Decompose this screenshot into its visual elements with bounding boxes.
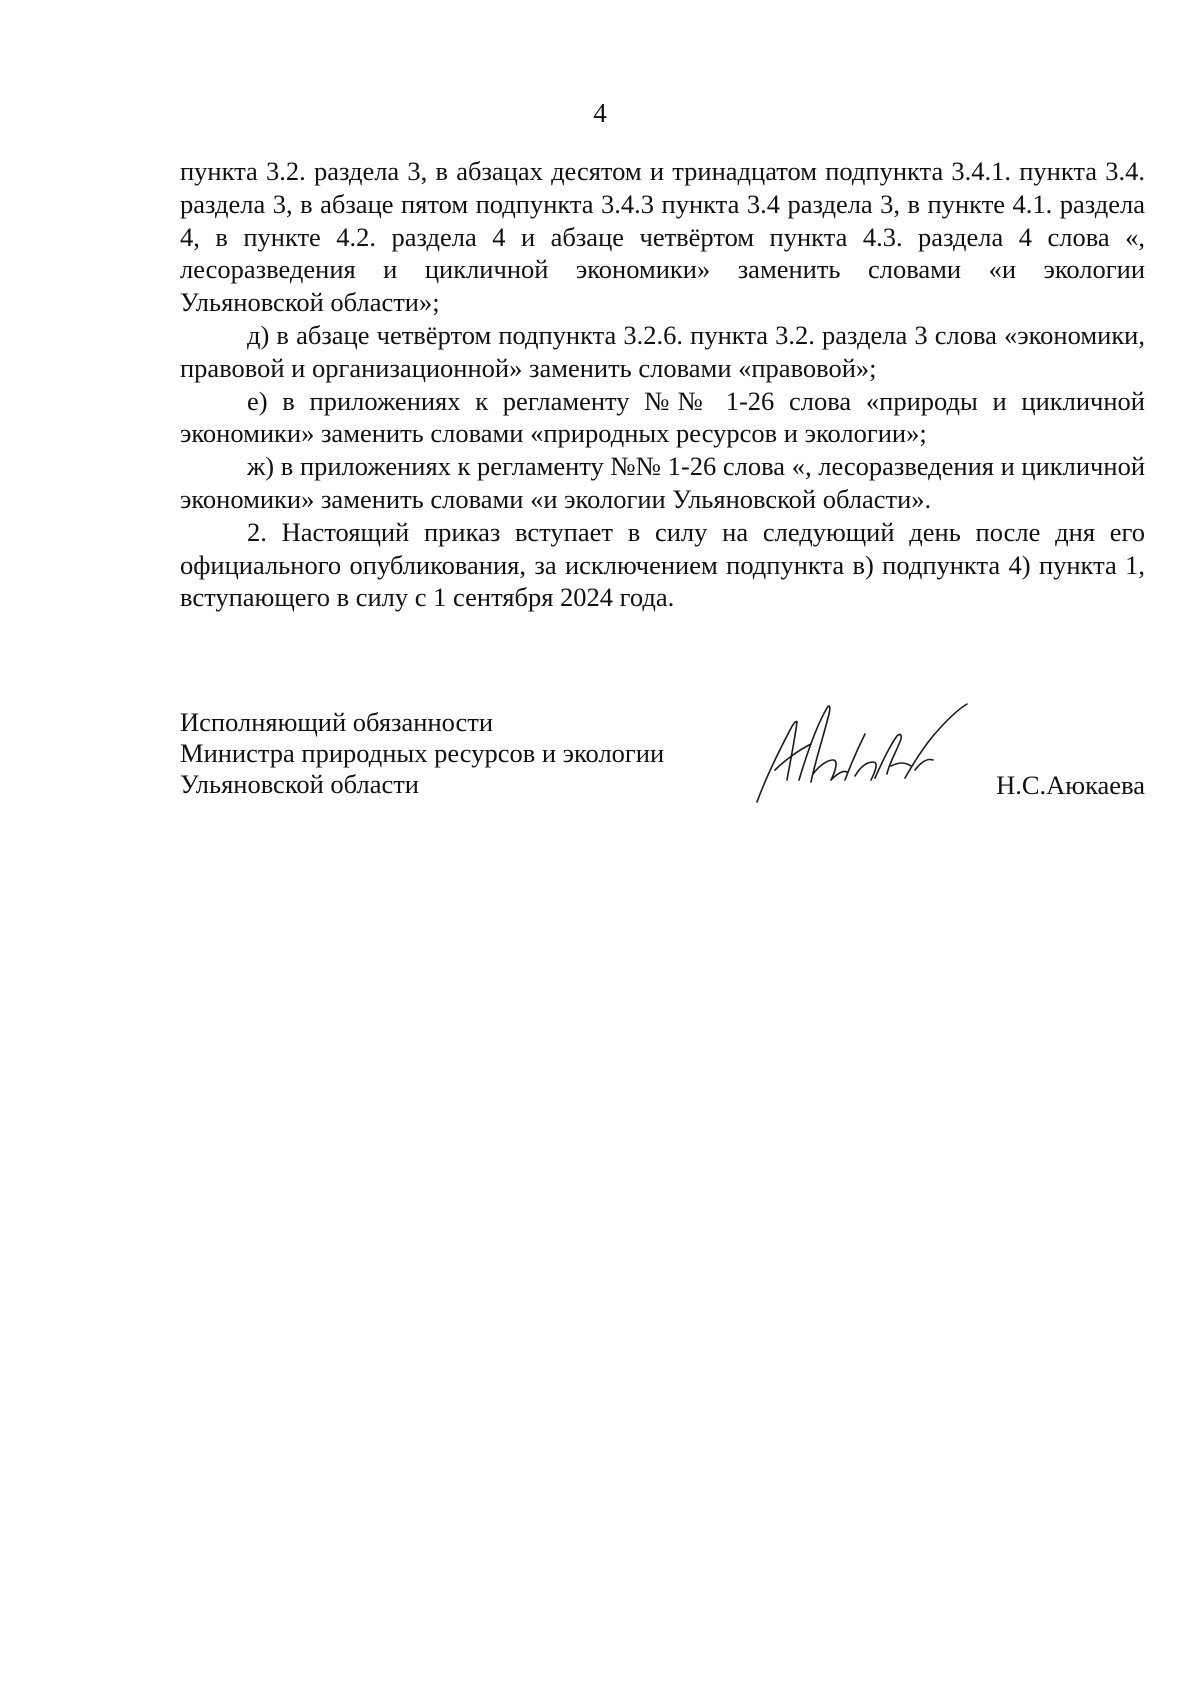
- paragraph-item-d: д) в абзаце четвёртом подпункта 3.2.6. пункта 3.2. раздела 3 слова «экономики, правовой и организационной» заменить словами «правовой»;: [180, 319, 1145, 383]
- paragraph-effective-date: 2. Настоящий приказ вступает в силу на следующий день после дня его официального опубликования, за исключением подпункта в) подпункта 4) пункта 1, вступающего в силу с 1 сентября 2024 года.: [180, 516, 1145, 613]
- paragraph-continuation: пункта 3.2. раздела 3, в абзацах десятом и тринадцатом подпункта 3.4.1. пункта 3.4. раздела 3, в абзаце пятом подпункта 3.4.3 пункта 3.4 раздела 3, в пункте 4.1. раздела 4, в пункте 4.2. раздела 4 и абзаце четвёртом пункта 4.3. раздела 4 слова «, лесоразведения и цикличной экономики» заменить словами «и экологии Ульяновской области»;: [180, 156, 1145, 318]
- signatory-position: [180, 707, 664, 800]
- position-line: Исполняющий обязанности: [180, 707, 494, 737]
- position-line: Министра природных ресурсов и экологии: [180, 738, 665, 768]
- position-line: Ульяновской области: [180, 769, 419, 799]
- document-body: [180, 155, 1145, 614]
- paragraph-item-zh: ж) в приложениях к регламенту №№ 1-26 слова «, лесоразведения и цикличной экономики» заменить словами «и экологии Ульяновской области».: [180, 451, 1145, 514]
- signer-name: Н.С.Аюкаева: [996, 770, 1145, 800]
- page-number: 4: [593, 98, 607, 128]
- handwritten-signature: [755, 700, 970, 805]
- paragraph-item-e: е) в приложениях к регламенту №№ 1-26 слова «природы и цикличной экономики» заменить словами «природных ресурсов и экологии»;: [180, 385, 1145, 449]
